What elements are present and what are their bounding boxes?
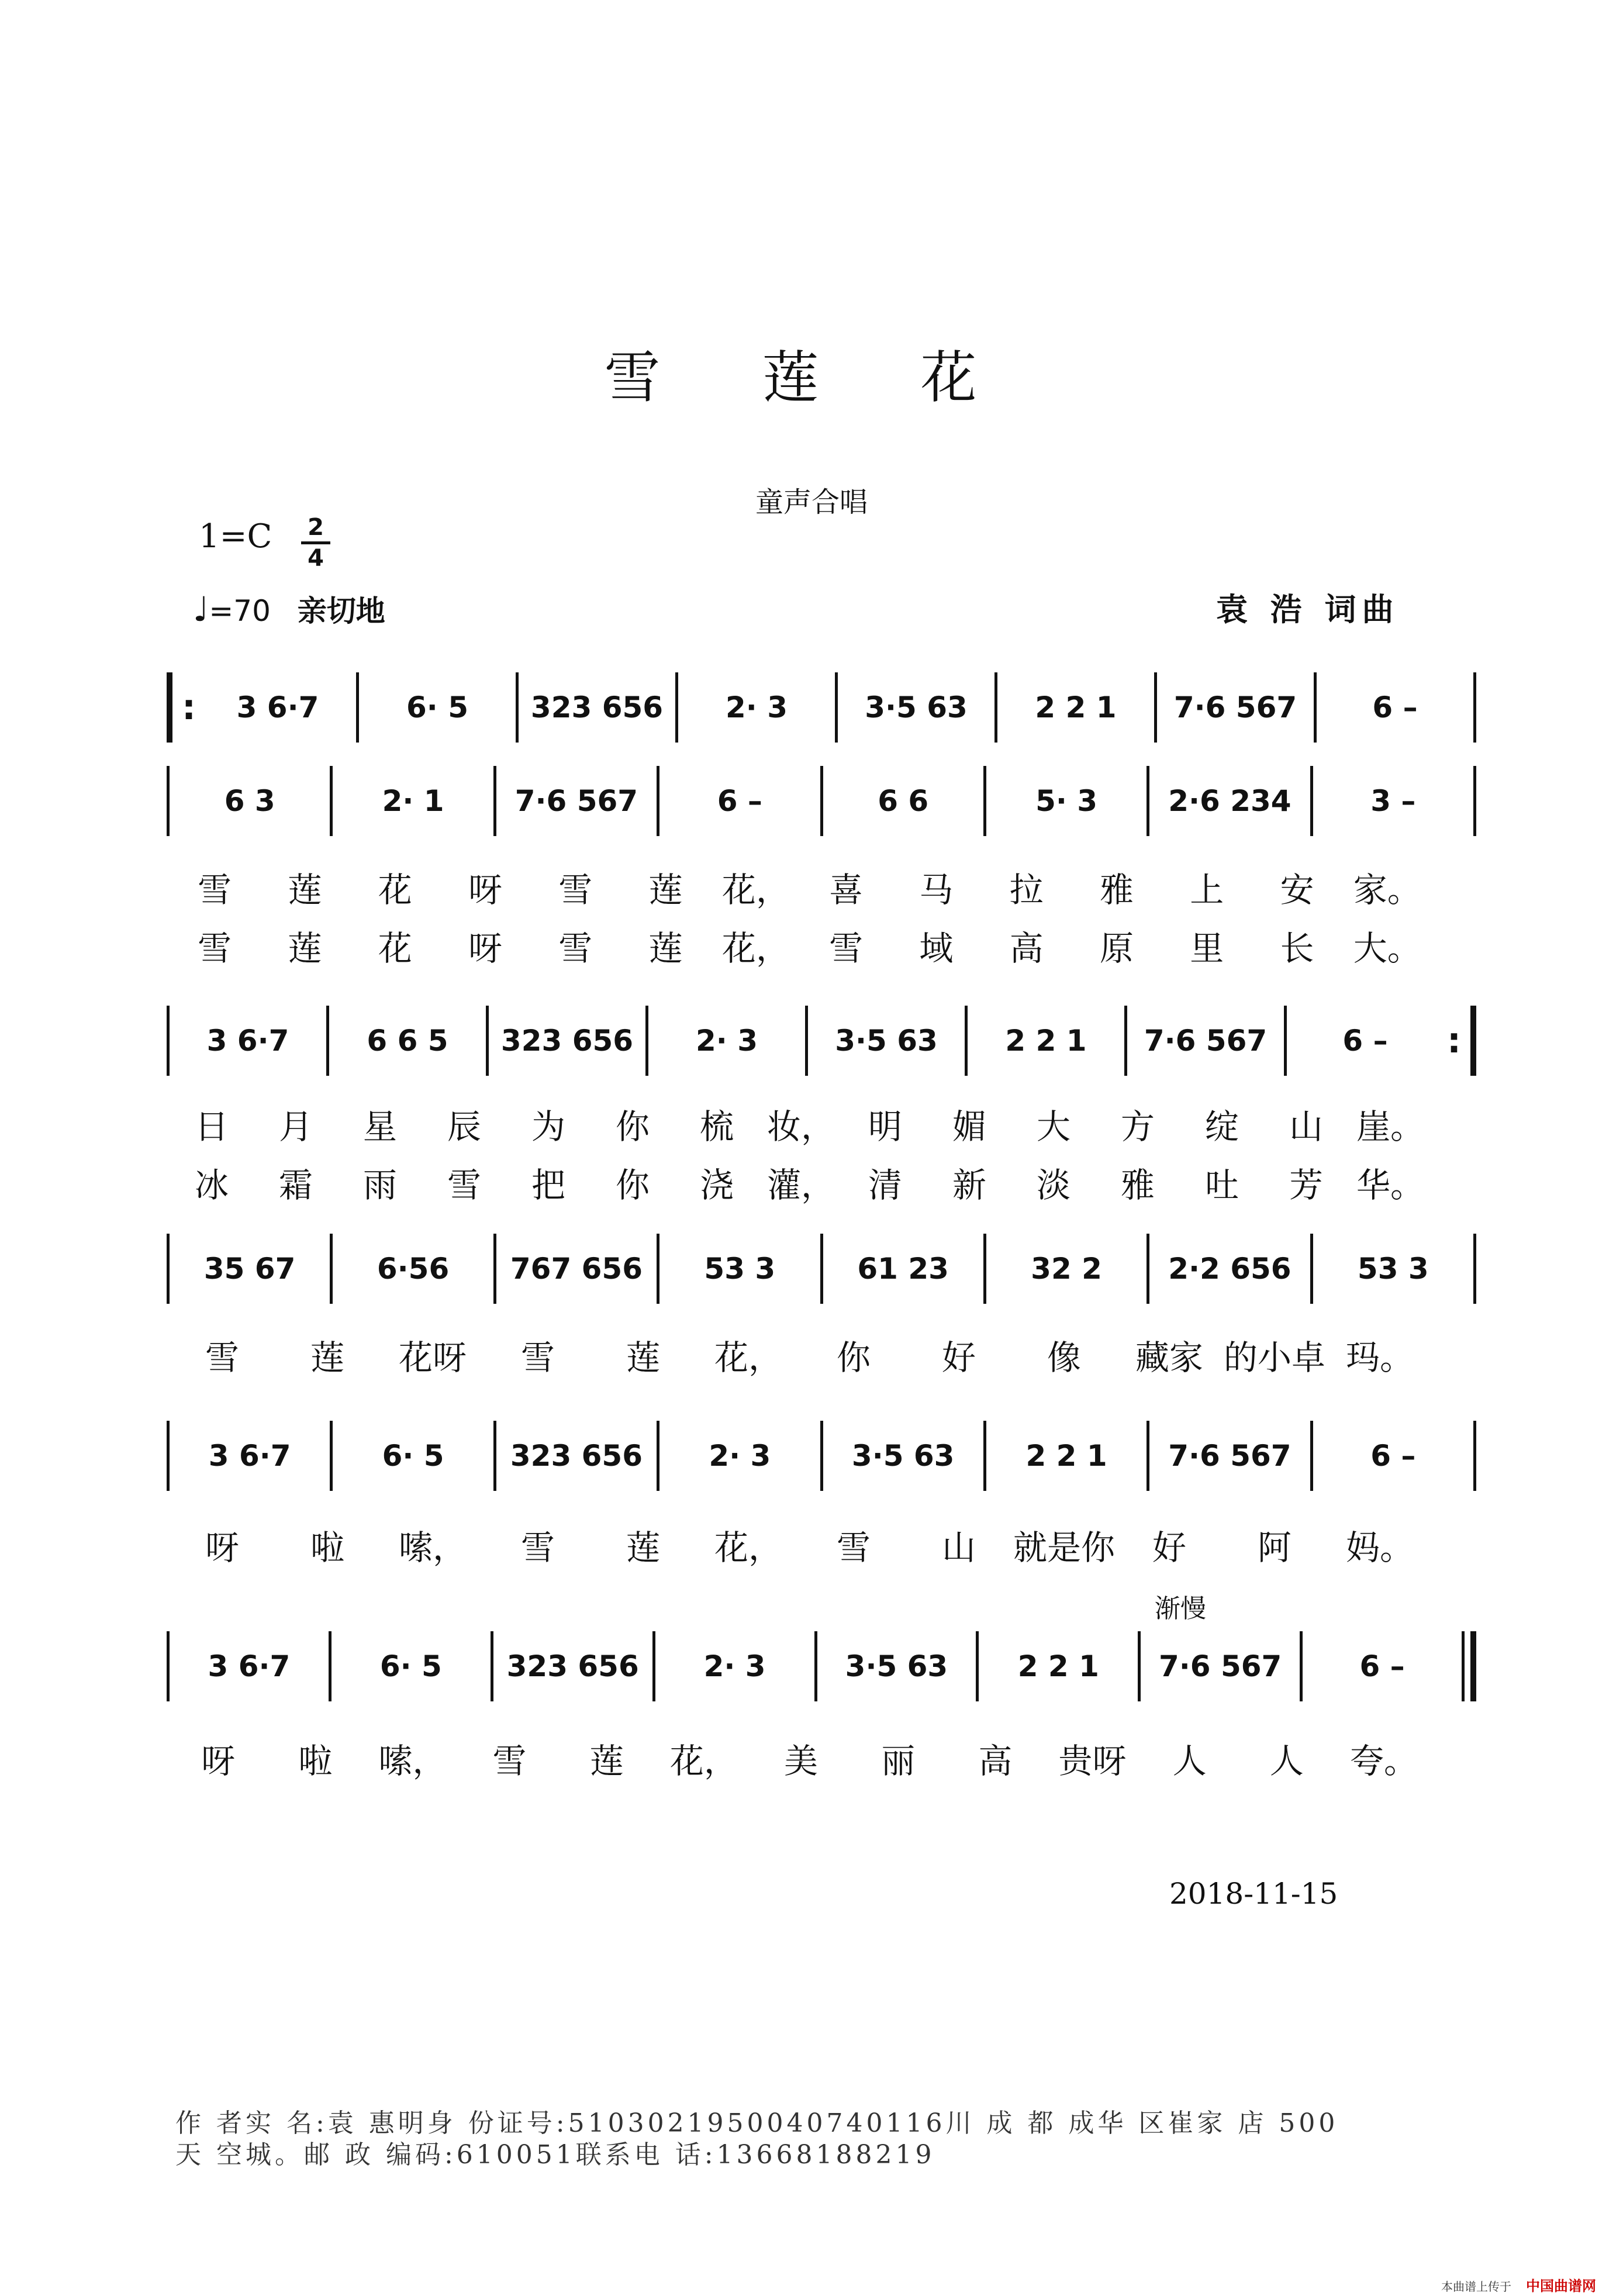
measure: 6· 5 [382, 1439, 444, 1473]
upload-note: 本曲谱上传于 [1441, 2280, 1511, 2294]
measure: 7·6 567 [514, 784, 638, 818]
measure: 3 – [1370, 784, 1416, 818]
measure: 3·5 63 [835, 1024, 938, 1058]
measure: 3 6·7 [236, 690, 319, 724]
measure: 3·5 63 [845, 1649, 948, 1683]
measure: 2 2 1 [1005, 1024, 1087, 1058]
measure: 6 – [717, 784, 762, 818]
key-signature: 1=C [199, 517, 272, 555]
lyric-line-2: 雪 莲 花 呀 雪 莲 花， 雪 域 高 原 里 长 大。 [198, 928, 1421, 968]
author-info-footer [175, 2108, 1491, 2171]
tempo-value: =70 [209, 594, 271, 628]
measure: 2 2 1 [1017, 1649, 1099, 1683]
measure: 6 – [1359, 1649, 1405, 1683]
footer-line-2: 天 空城。邮 政 编码:610051联系电 话:13668188219 [175, 2140, 935, 2170]
measure: 6 3 [224, 784, 275, 818]
site-logo: 中国曲谱网 [1526, 2278, 1596, 2294]
quarter-note-icon: ♩ [193, 589, 209, 629]
measure: 3·5 63 [851, 1439, 955, 1473]
staff-row-3: 3 6·7 6 6 5 323 656 2· 3 3·5 63 2 2 1 7·6 567 6 – : [167, 1006, 1476, 1076]
measure: 2· 3 [696, 1024, 758, 1058]
lyric-line-7: 呀 啦 嗦， 雪 莲 花， 美 丽 高 贵呀 人 人 夸。 [201, 1741, 1418, 1781]
measure: 3 6·7 [208, 1439, 291, 1473]
measure: 6·56 [377, 1252, 450, 1286]
ritardando-marking: 渐慢 [1155, 1594, 1206, 1624]
expression-text: 亲切地 [297, 594, 385, 628]
footer-line-1: 作 者实 名:袁 惠明身 份证号:5103021950040740116川 成 都 成华 区崔家 店 500 [175, 2108, 1339, 2138]
measure: 3 6·7 [208, 1649, 291, 1683]
measure: 2 2 1 [1025, 1439, 1107, 1473]
staff-row-6 [167, 1631, 1476, 1701]
measure: 5· 3 [1035, 784, 1098, 818]
measure: 32 2 [1031, 1252, 1102, 1286]
measure: 3 6·7 [206, 1024, 289, 1058]
lyric-line-5: 雪 莲 花呀 雪 莲 花， 你 好 像 藏家 的小卓 玛。 [205, 1338, 1414, 1377]
lyric-line-1: 雪 莲 花 呀 雪 莲 花， 喜 马 拉 雅 上 安 家。 [198, 870, 1421, 910]
staff-row-1: : 3 6·7 6· 5 323 656 2· 3 3·5 63 2 2 1 7·6 567 6 – [167, 672, 1476, 743]
time-signature-top: 2 [308, 514, 324, 541]
measure: 767 656 [510, 1252, 643, 1286]
measure: 7·6 567 [1144, 1024, 1268, 1058]
staff-row-4 [167, 1234, 1476, 1304]
measure: 53 3 [1357, 1252, 1429, 1286]
staff-row-5 [167, 1421, 1476, 1491]
lyric-line-3: 日 月 星 辰 为 你 梳 妆， 明 媚 大 方 绽 山 崖。 [194, 1107, 1424, 1147]
measure: 2· 3 [726, 690, 788, 724]
measure: 2·6 234 [1168, 784, 1292, 818]
measure: 2· 1 [382, 784, 444, 818]
measure: 6 – [1372, 690, 1418, 724]
measure: 2· 3 [703, 1649, 766, 1683]
measure: 7·6 567 [1173, 690, 1297, 724]
measure: 6· 5 [379, 1649, 442, 1683]
measure: 6 6 [878, 784, 929, 818]
time-signature-bottom: 4 [308, 545, 324, 572]
measure: 323 656 [510, 1439, 643, 1473]
measure: 53 3 [704, 1252, 776, 1286]
measure: 2·2 656 [1168, 1252, 1292, 1286]
lyric-line-6: 呀 啦 嗦， 雪 莲 花， 雪 山 就是你 好 阿 妈。 [205, 1528, 1414, 1568]
measure: 3·5 63 [865, 690, 968, 724]
measure: 61 23 [857, 1252, 949, 1286]
lyric-line-4: 冰 霜 雨 雪 把 你 浇 灌， 清 新 淡 雅 吐 芳 华。 [194, 1165, 1424, 1205]
composer-credit: 袁 浩 词曲 [1216, 591, 1400, 628]
date-text: 2018-11-15 [1169, 1877, 1338, 1911]
subtitle: 童声合唱 [755, 486, 868, 519]
measure: 323 656 [500, 1024, 634, 1058]
measure: 6 – [1342, 1024, 1388, 1058]
staff-row-2 [167, 766, 1476, 836]
measure: 323 656 [506, 1649, 639, 1683]
measure: 323 656 [530, 690, 664, 724]
measure: 7·6 567 [1168, 1439, 1292, 1473]
measure: 6· 5 [406, 690, 468, 724]
page-title: 雪 莲 花 [604, 345, 1019, 410]
measure: 6 6 5 [367, 1024, 448, 1058]
time-signature [301, 515, 330, 571]
tempo-marking [193, 588, 385, 630]
measure: 2· 3 [709, 1439, 771, 1473]
measure: 6 – [1370, 1439, 1416, 1473]
measure: 7·6 567 [1159, 1649, 1282, 1683]
measure: 2 2 1 [1035, 690, 1117, 724]
measure: 35 67 [203, 1252, 296, 1286]
